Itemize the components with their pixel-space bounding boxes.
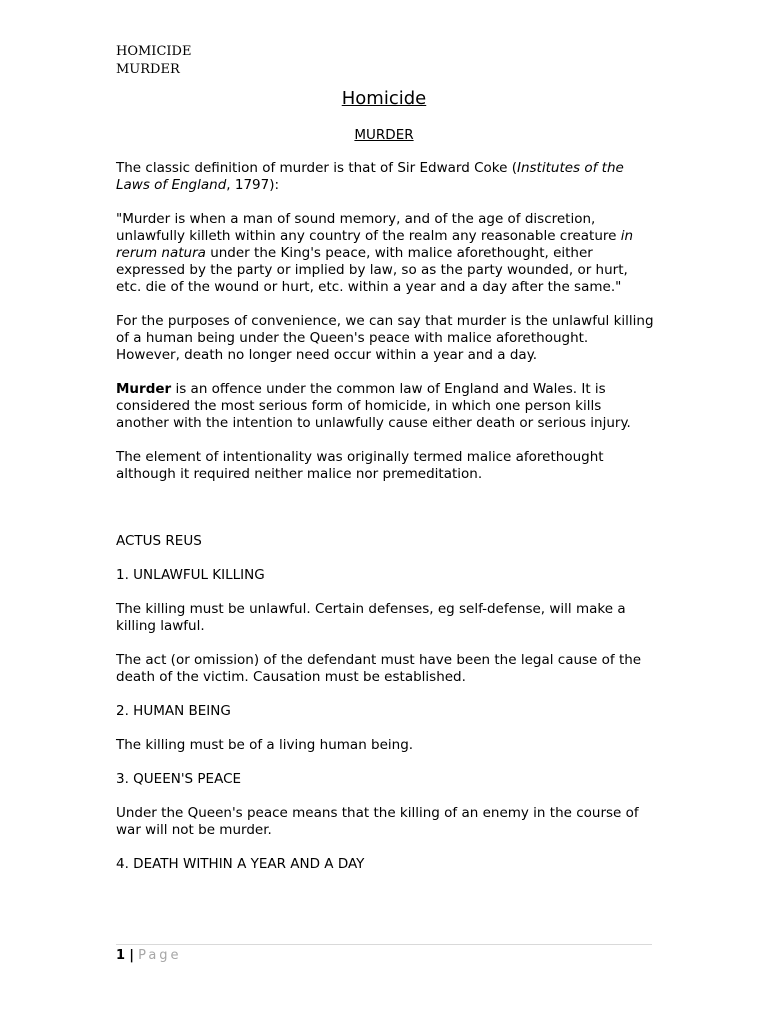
italic-text-run: in rerum natura	[116, 228, 634, 261]
paragraph-murder-offence	[116, 381, 656, 432]
section-subtitle: MURDER	[354, 127, 414, 143]
page-number: 1	[116, 948, 126, 963]
paragraph-coke-definition	[116, 160, 656, 194]
heading-unlawful-killing: 1. UNLAWFUL KILLING	[116, 567, 265, 583]
page-title: Homicide	[341, 88, 427, 109]
header-line-homicide: HOMICIDE	[116, 44, 192, 59]
heading-human-being: 2. HUMAN BEING	[116, 703, 231, 719]
italic-text-run: Institutes of the Laws of England	[116, 160, 624, 193]
text-run: , 1797):	[226, 177, 280, 193]
paragraph-queens-peace: Under the Queen's peace means that the killing of an enemy in the course of war will not be murder.	[116, 805, 639, 838]
paragraph-intentionality: The element of intentionality was originally termed malice aforethought although it required neither malice nor premeditation.	[116, 449, 604, 482]
heading-actus-reus: ACTUS REUS	[116, 533, 202, 549]
page-footer	[116, 947, 182, 965]
heading-queens-peace: 3. QUEEN'S PEACE	[116, 771, 242, 787]
paragraph-unlawful: The killing must be unlawful. Certain defenses, eg self-defense, will make a killing lawful.	[116, 601, 626, 634]
text-run: is an offence under the common law of England and Wales. It is considered the most serious form of homicide, in which one person kills another with the intention to unlawfully cause either death or serious injury.	[116, 381, 631, 431]
text-run: "Murder is when a man of sound memory, and of the age of discretion, unlawfully killeth within any country of the realm any reasonable creature	[116, 211, 621, 244]
paragraph-convenience: For the purposes of convenience, we can say that murder is the unlawful killing of a human being under the Queen's peace with malice aforethought. However, death no longer need occur within a year and a day.	[116, 313, 654, 363]
paragraph-quote	[116, 211, 656, 296]
header-line-murder: MURDER	[116, 62, 180, 77]
paragraph-living-human: The killing must be of a living human being.	[116, 737, 414, 753]
text-run: The classic definition of murder is that of Sir Edward Coke (	[116, 160, 517, 176]
footer-separator: |	[129, 948, 134, 963]
text-run: under the King's peace, with malice aforethought, either expressed by the party or implied by law, so as the party wounded, or hurt, etc. die of the wound or hurt, etc. within a year and a day after the same."	[116, 245, 628, 295]
paragraph-causation: The act (or omission) of the defendant must have been the legal cause of the death of the victim. Causation must be established.	[116, 652, 642, 685]
footer-divider	[116, 944, 652, 945]
bold-text-run: Murder	[116, 381, 172, 397]
page-label: Page	[138, 948, 182, 963]
document-header	[116, 43, 191, 79]
document-body	[116, 160, 656, 890]
heading-year-and-a-day: 4. DEATH WITHIN A YEAR AND A DAY	[116, 856, 365, 872]
